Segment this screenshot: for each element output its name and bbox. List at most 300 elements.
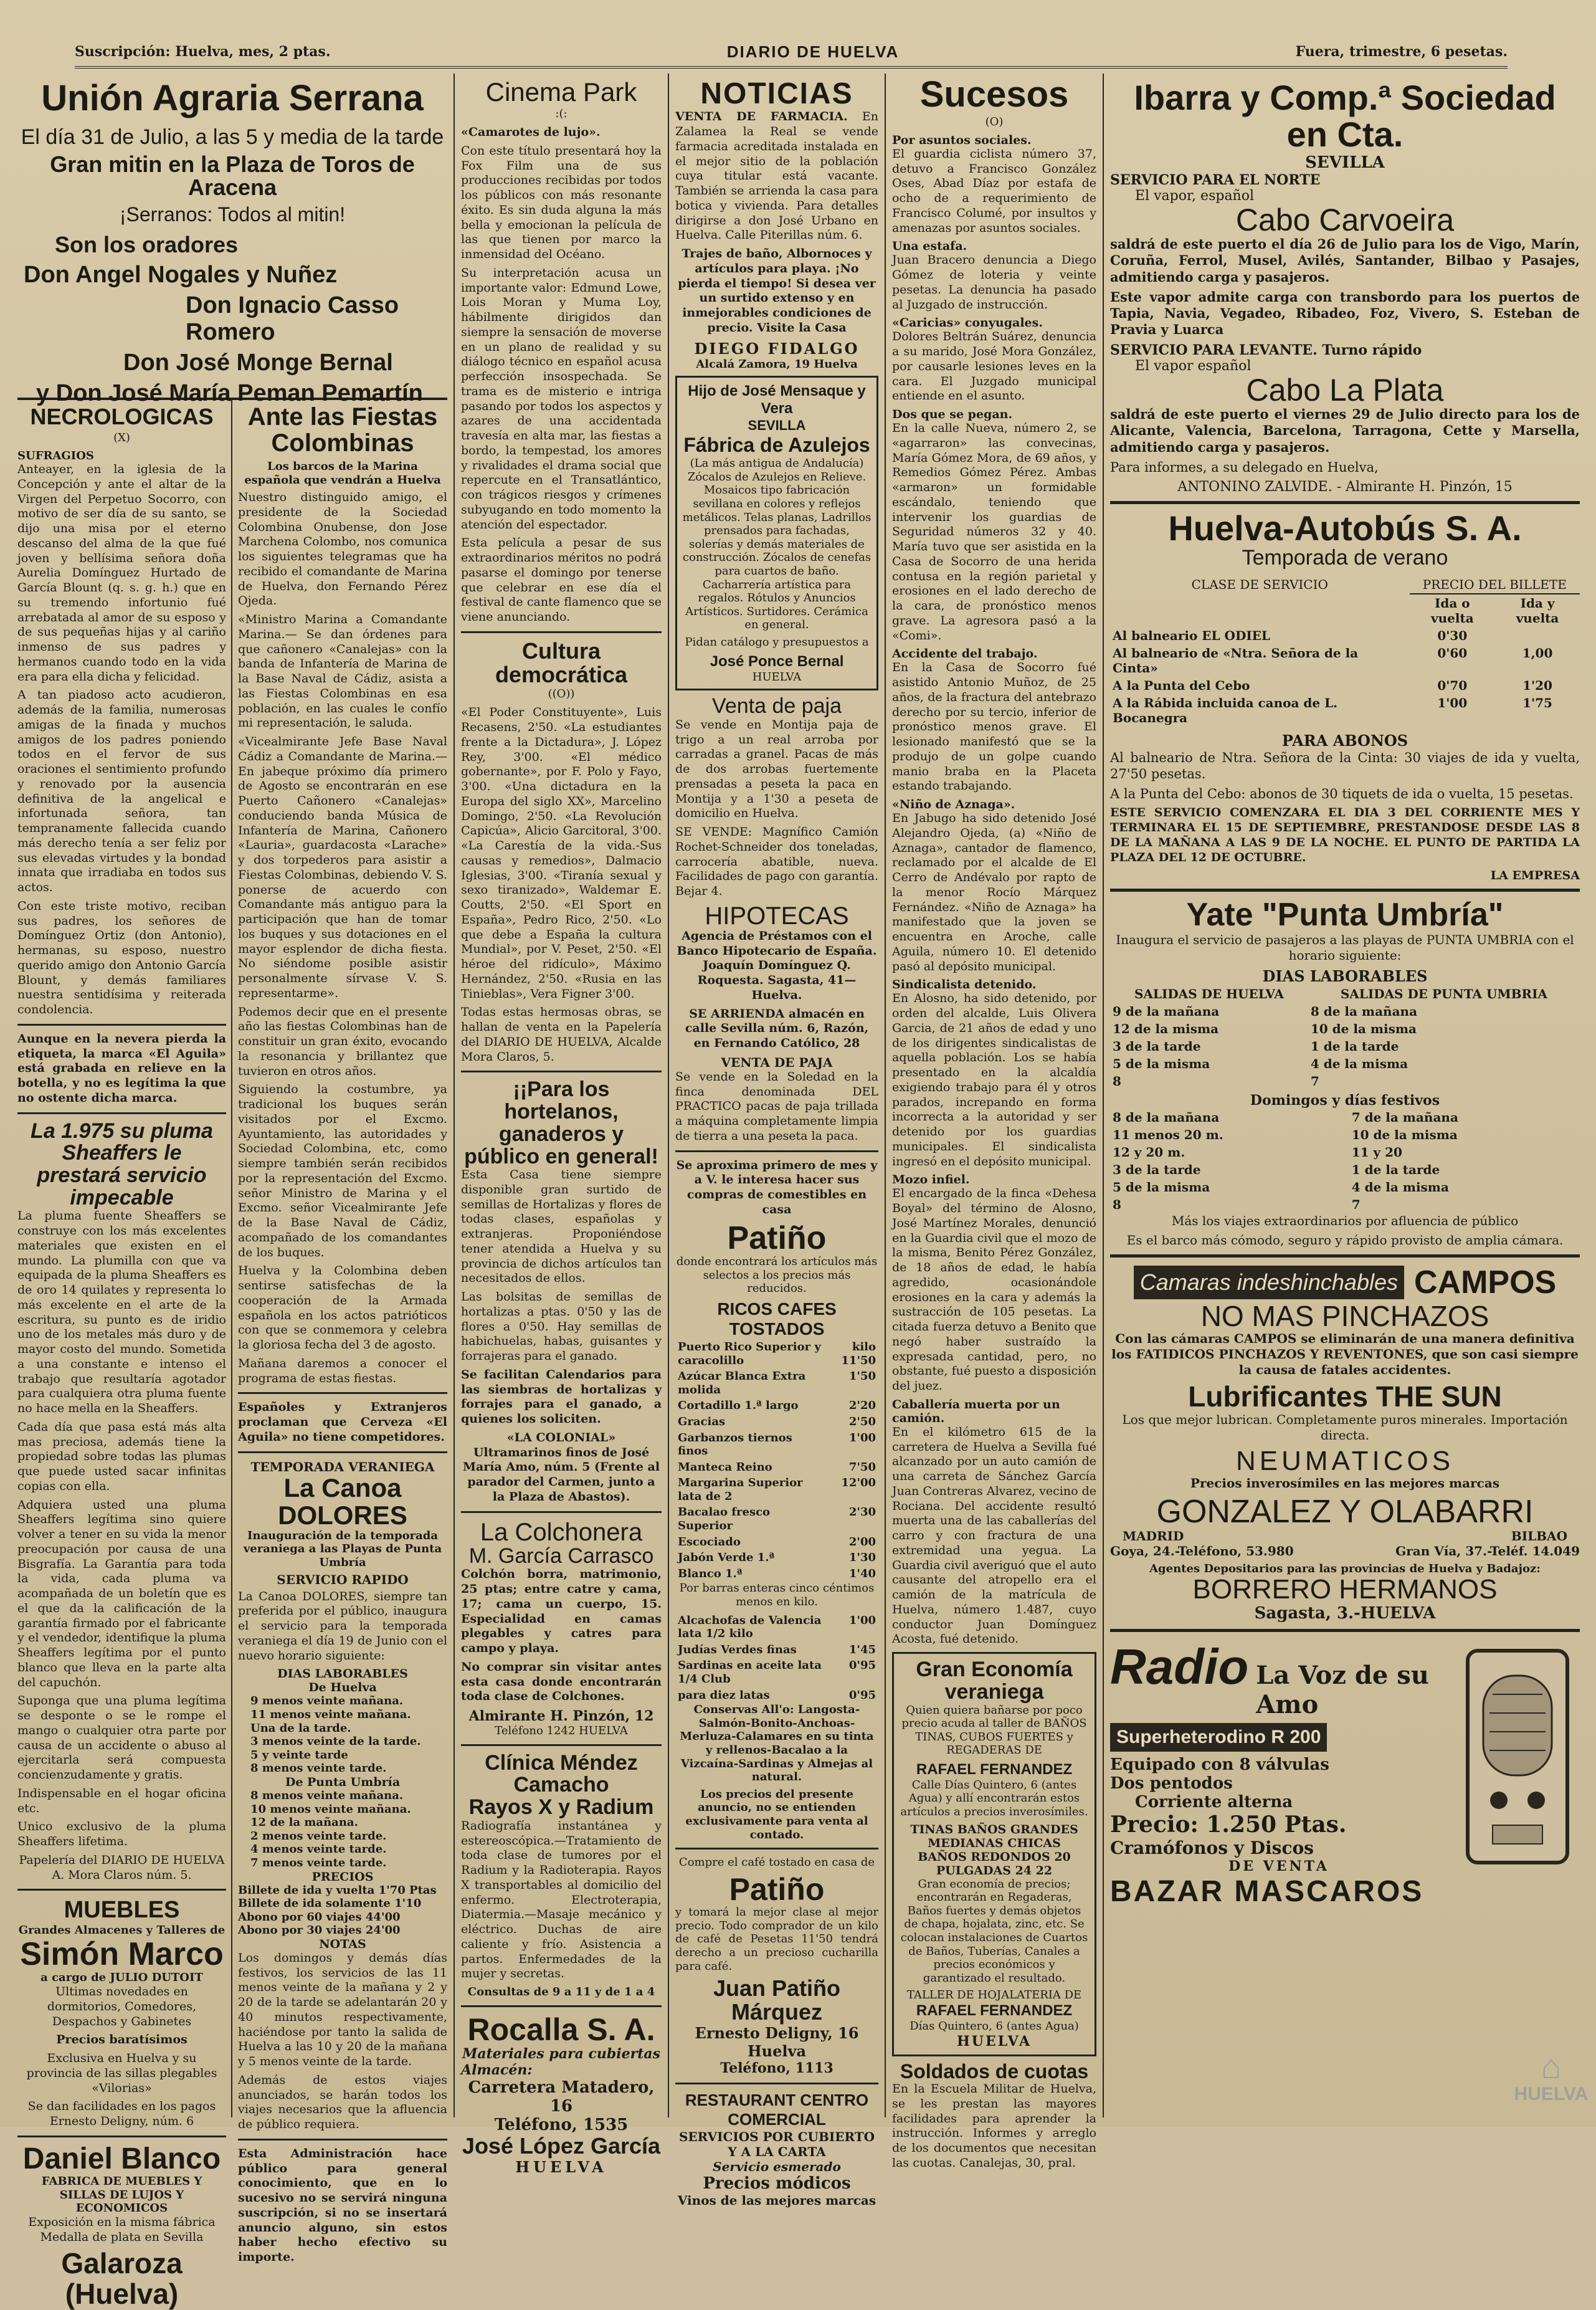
necro-paragraph: A tan piadoso acto acudieron, además de la familia, numerosas amigas de la finada y muchos amigos de los padres poniendo todos en el fervor de sus oraciones el sentimiento profundo y renovado por la ausencia definitiva de la angelical e infortunada señora, tan tempranamente fallecida cuando más derecho tenía a ser feliz por sus elevadas virtudes y la bondad innata que irradiaba en todos sus actos.	[17, 688, 226, 894]
yate-title: Yate "Punta Umbría"	[1186, 897, 1504, 933]
restaurant-title: RESTAURANT CENTRO COMERCIAL	[685, 2090, 869, 2129]
fidalgo-name: DIEGO FIDALGO	[694, 339, 860, 358]
horario-row: 11 menos veinte mañana.	[250, 1708, 411, 1721]
ponce-city: HUELVA	[752, 670, 802, 684]
cafe-price-row-cell: 1'30	[848, 1551, 876, 1565]
rocalla-sub: Materiales para cubiertas	[462, 2046, 661, 2063]
yate-paragraph: Es el barco más cómodo, seguro y rápido provisto de amplia cámara.	[1126, 1232, 1564, 1248]
cafe-price-row-cell: 12'00	[841, 1476, 876, 1490]
empresa-signature: LA EMPRESA	[1490, 869, 1580, 883]
cinema-paragraph: Su interpretación acusa un importante valor: Edmund Lowe, Lois Moran y Muma Loy, hábilmente dirigidos dan siempre la sensación de moverse en un plano de realidad y su diálogo técnico en español acusa perfección insospechada. Se trama es de misterio e intriga pasando por todos los aspectos y azares de una accidentada travesía en alta mar, las fiestas a bordo, la tempestad, los amores y rivalidades el drama social que repercute en el Transatlántico, con trágicos riesgos y crímenes subyugando en todo momento la atención del espectador.	[461, 265, 662, 532]
agentes-line: Agentes Depositarios para las provincias de Huelva y Badajoz:	[1149, 1562, 1541, 1576]
cultura-paragraph: Todas estas hermosas obras, se hallan de venta en la Papelería del DIARIO DE HUELVA, Alcalde Mora Claros, 5.	[461, 1005, 662, 1064]
norte-paragraph: Este vapor admite carga con transbordo para los puertos de Tapia, Navia, Vegadeo, Ribadeo, Foz, Vivero, S. Esteban de Pravia y Luarca	[1110, 289, 1580, 338]
radio-price: Precio: 1.250 Ptas.	[1110, 1811, 1347, 1838]
cafe-price-row	[675, 1368, 878, 1398]
colchonera-title: La Colchonera	[480, 1518, 643, 1546]
fiestas-paragraph: Nuestro distinguido amigo, el presidente de la Sociedad Colombina Onubense, don Jose Marchena Colombo, nos comunica los siguientes telegramas que ha recibido el comandante de Marina de Huelva, don Fernando Pérez Ojeda.	[238, 490, 447, 608]
de-punta: De Punta Umbría	[285, 1775, 401, 1789]
autobus-row	[1110, 677, 1580, 694]
yate-row-cell: 10 de la misma	[1310, 1021, 1417, 1036]
column-3	[456, 74, 667, 2176]
cafe-price-row-cell: Cortadillo 1.ª largo	[678, 1399, 799, 1413]
cafe-price-row-cell: Blanco 1.ª	[678, 1567, 743, 1580]
suceso-heading: Por asuntos sociales.	[892, 133, 1032, 147]
conserva-price-row	[675, 1613, 878, 1642]
conserva-price-row-cell: para diez latas	[678, 1688, 770, 1702]
cafe-price-row-cell: 1'40	[848, 1567, 876, 1580]
clinica-sub: Rayos X y Radium	[468, 1795, 654, 1820]
camaras-label: Camaras indeshinchables	[1134, 1266, 1404, 1299]
notas-paragraph: Además de estos viajes anunciados, se harán todos los viajes necesarios que la afluencia de público requiera.	[238, 2073, 447, 2132]
ornament: :(:	[555, 107, 568, 121]
suceso-paragraph: Dolores Beltrán Suárez, denuncia a su marido, José Mora González, por causarle lesiones leves en la cara. El Juzgado municipal entiende en el asunto.	[892, 330, 1096, 403]
mensaque-city: SEVILLA	[748, 418, 806, 434]
taller-address: Días Quintero, 6 (antes Agua)	[910, 2020, 1079, 2033]
horario-row: 8 menos veinte tarde.	[250, 1762, 387, 1775]
horti-title: ¡¡Para los hortelanos, ganaderos y público en general!	[464, 1077, 658, 1168]
autobus-row-cell	[1495, 627, 1580, 644]
gonzalez-cities	[1110, 1529, 1580, 1544]
madrid-label: MADRID	[1123, 1529, 1184, 1544]
trajes-ad: Trajes de baño, Albornoces y artículos para playa. ¡No pierda el tiempo! Si desea ver un surtido extenso y en inmejorables condiciones de precio. Visite la Casa	[678, 247, 876, 335]
lubrificantes-title: Lubrificantes THE SUN	[1188, 1380, 1502, 1413]
fiestas-paragraph: «Vicealmirante Jefe Base Naval Cádiz a Comandante de Marina.— En jabeque próximo día primero de Agosto se encontrarán en ese Puerto Cañonero «Canalejas» conduciendo banda Música de Infantería de Marina, Cañonero «Lauria», guardacosta «Larache» y dos torpederos para asistir a Fiestas Colombinas, debiendo V. S. ponerse de acuerdo con Comandante más antiguo para la participación que han de tomar los buques y sus dotaciones en el mayor esplendor de dicha fiesta. No siéndome posible asistir personalmente sírvase V. S. representarme».	[238, 735, 447, 1000]
yate-row-cell: 3 de la tarde	[1113, 1162, 1201, 1177]
autobus-row-cell: A la Punta del Cebo	[1113, 677, 1250, 693]
cinema-title: Cinema Park	[485, 77, 637, 107]
autobus-row-cell: 1,00	[1522, 645, 1553, 661]
yate-row	[1110, 1143, 1580, 1161]
cafe-price-row	[675, 1414, 878, 1430]
yate-row-cell: 3 de la tarde	[1113, 1038, 1201, 1054]
patino2-title: Patiño	[729, 1871, 825, 1907]
suceso-paragraph: En Alosno, ha sido detenido, por orden del alcalde, Luis Olivera Garcia, de 21 años de edad y uno de los dirigentes sindicalistas de aquella población. Los se había presentado en la alcaldía exigiendo trabajo para él y otros parados, increpando en forma incorrecta a la autoridad y ser detenido por los guardias municipales. El sindicalista ingresó en el depósito municipal.	[892, 991, 1096, 1168]
salidas-huelva-header: SALIDAS DE HUELVA	[1134, 986, 1284, 1001]
precio-billete-header: PRECIO DEL BILLETE	[1410, 576, 1580, 594]
hipotecas-paragraph: Agencia de Préstamos con el Banco Hipotecario de España. Joaquín Domínguez Q. Roquesta. Sagasta, 41—Huelva.	[677, 928, 877, 1002]
radio-title: Radio	[1110, 1639, 1249, 1695]
notas-heading: NOTAS	[319, 1937, 366, 1951]
farmacia-paragraph: En Zalamea la Real se vende farmacia acreditada instalada en el mejor sitio de la población cuya titular está vacante. También se arrienda la casa para botica y vivienda. Para detalles dirigirse a don José Urbano en Huelva. Calle Piterillas núm. 6.	[675, 110, 879, 242]
taller-heading: TALLER DE HOJALATERIA DE	[906, 1988, 1082, 2002]
autobus-row-cell: 1'75	[1522, 695, 1552, 710]
suceso-paragraph: En el kilómetro 615 de la carretera de Huelva a Sevilla fué alcanzado por un auto camión de una carreta de Sánchez García Juan Contreras Alvarez, vecino de Rociana. Del accidente resultó muerta una de las caballerías del carro y con fractura de una extremidad una yegua. La Guardia civil averiguó que el auto causante del atropello era el camión de la matrícula de Huelva, número 1.487, cuyo conductor Juan Domínguez Acosta, fué detenido.	[892, 1425, 1096, 1646]
pinchazos-line: NO MAS PINCHAZOS	[1200, 1299, 1489, 1332]
economia-paragraph: Calle Días Quintero, 6 (antes Agua) y allí encontrarán estos artículos a precios inverosímiles.	[900, 1778, 1088, 1819]
archive-logo-text: HUELVA	[1514, 2084, 1589, 2104]
yate-row	[1110, 1003, 1580, 1020]
levante-heading: SERVICIO PARA LEVANTE. Turno rápido	[1110, 341, 1422, 358]
ponce-name: José Ponce Bernal	[710, 652, 844, 670]
salidas-punta-header: SALIDAS DE PUNTA UMBRIA	[1340, 986, 1548, 1001]
muebles-paragraph: Ultimas novedades en dormitorios, Comedores, Despachos y Gabinetes	[47, 1985, 197, 2028]
yate-row-cell: 7 de la mañana	[1351, 1109, 1458, 1125]
venta-paja-heading: VENTA DE PAJA	[721, 1054, 833, 1070]
madrid-address: Goya, 24.-Teléfono, 53.980	[1110, 1544, 1294, 1559]
union-date: El día 31 de Julio, a las 5 y media de la tarde	[21, 125, 444, 149]
conservas-note: Los precios del presente anuncio, no se entienden exclusivamente para venta al contado.	[685, 1787, 868, 1841]
cafe-price-row-cell: Margarina Superior lata de 2	[678, 1476, 803, 1503]
yate-row-cell: 12 de la misma	[1113, 1021, 1219, 1036]
cinema-paragraph: «Camarotes de lujo».	[461, 125, 601, 140]
cafe-price-row	[675, 1339, 878, 1368]
de-venta: DE VENTA	[1228, 1858, 1329, 1875]
gonzalez-olabarri: GONZALEZ Y OLABARRI	[1156, 1493, 1534, 1530]
restaurant-line: Precios módicos	[703, 2174, 851, 2193]
muebles-sub: Grandes Almacenes y Talleres de	[18, 1924, 226, 1937]
conserva-price-row	[675, 1658, 878, 1687]
cafe-price-row-cell: 2'20	[848, 1399, 876, 1413]
admin-notice: Esta Administración hace público para general conocimiento, que en lo sucesivo no se servirá ninguna suscripción, si no se insertará anuncio alguno, sin estos haber hecho efectivo su importe.	[238, 2146, 447, 2265]
suceso-heading: Caballería muerta por un camión.	[892, 1397, 1060, 1425]
ornament: (X)	[113, 431, 130, 444]
farmacia-heading: VENTA DE FARMACIA.	[675, 110, 848, 124]
cafe-price-row-cell: Bacalao fresco Superior	[678, 1506, 771, 1533]
suceso-heading: Sindicalista detenido.	[892, 978, 1037, 992]
sufragios-heading: SUFRAGIOS	[17, 449, 94, 462]
hipotecas-title: HIPOTECAS	[705, 902, 849, 930]
yate-row-cell: 8	[1113, 1196, 1121, 1212]
superheterodino: Superheterodino R 200	[1110, 1723, 1327, 1752]
daniel-paragraph: Exposición en la misma fábrica Medalla de plata en Sevilla	[28, 2215, 216, 2244]
yate-table	[1110, 985, 1580, 1090]
suceso-heading: Accidente del trabajo.	[892, 647, 1038, 661]
suceso-heading: Dos que se pegan.	[892, 408, 1013, 422]
conserva-price-row-cell: Judías Verdes finas	[678, 1643, 797, 1656]
conservas-paragraph: Conservas All'o: Langosta-Salmón-Bonito-Anchoas-Merluza-Calamares en su tinta y rellenos-Bacalao a la Vizcaína-Sardinas y Almejas al natural.	[680, 1703, 874, 1784]
azulejos-sub: (La más antigua de Andalucía)	[690, 457, 864, 470]
zalvide-line: ANTONINO ZALVIDE. - Almirante H. Pinzón, 15	[1177, 479, 1513, 495]
precios-heading: PRECIOS	[311, 1869, 374, 1884]
radio-line: Dos pentodos	[1110, 1774, 1233, 1793]
yate-row-cell: 8 de la mañana	[1113, 1109, 1220, 1125]
cafe-price-row-cell: Gracias	[678, 1415, 726, 1428]
suceso-paragraph: El guardia ciclista número 37, detuvo a Francisco González Oses, Abad Díaz por estafa de ocho de a requerimiento de Francisco Columé, por insultos y amenazas por asuntos sociales.	[892, 146, 1096, 235]
clinica-hours: Consultas de 9 a 11 y de 1 a 4	[467, 1985, 655, 1999]
horario-row: 7 menos veinte tarde.	[250, 1856, 387, 1869]
simon-sub: a cargo de JULIO DUTOIT	[40, 1971, 203, 1985]
conserva-price-row-cell: Alcachofas de Valencia lata 1/2 kilo	[678, 1613, 822, 1641]
rocalla-city: HUELVA	[515, 2157, 607, 2176]
daniel-blanco: Daniel Blanco	[22, 2142, 221, 2175]
soldados-paragraph: En la Escuela Militar de Huelva, se les prestan las mayores facilidades para aprender la instrucción. Informes y arreglo de los documentos que necesitan las cuotas. Canalejas, 30, pral.	[892, 2082, 1096, 2170]
cafes-title: RICOS CAFES TOSTADOS	[717, 1299, 837, 1339]
autobus-row-cell: 0'30	[1437, 628, 1468, 643]
suceso-paragraph: En Jabugo ha sido detenido José Alejandro Ojeda, (a) «Niño de Aznaga», cantador de flamenco, reclamado por el alcalde de El Cerro de Andévalo por rapto de la menor Rocío Márquez Fernández. «Niño de Aznaga» ha manifestado que la joven se encuentra en Aroche, calle Aguila, número 10. El detenido pasó al depósito municipal.	[892, 811, 1096, 973]
taller-city: HUELVA	[956, 2033, 1032, 2050]
radio-cabinet-icon	[1455, 1638, 1580, 1875]
norte-paragraph: saldrá de este puerto el día 26 de Julio para los de Vigo, Marín, Coruña, Ferrol, Musel, Avilés, Santander, Bilbao y Pasajes, admitiendo carga y pasajeros.	[1110, 236, 1580, 285]
jpm-address: Ernesto Deligny, 16 Huelva	[695, 2023, 859, 2060]
abonos-heading: PARA ABONOS	[1281, 731, 1408, 750]
rocalla-title: Rocalla S. A.	[467, 2012, 655, 2047]
abonos-paragraph: ESTE SERVICIO COMENZARA EL DIA 3 DEL CORRIENTE MES Y TERMINARA EL 15 DE SEPTIEMBRE, PRESTANDOSE DESDE LAS 8 DE LA MAÑANA A LAS 9 DE LA NOCHE. EL PUNTO DE PARTIDA LA PLAZA DEL 12 DE OCTUBRE.	[1110, 806, 1580, 864]
galaroza: Galaroza (Huelva)	[61, 2247, 183, 2310]
necrologicas-title: NECROLOGICAS	[30, 404, 214, 429]
canoa-title: La Canoa DOLORES	[278, 1472, 407, 1530]
aguila-ad: Españoles y Extranjeros proclaman que Cerveza «El Aguila» no tiene competidores.	[238, 1400, 447, 1444]
yate-row-cell: 5 de la misma	[1113, 1056, 1210, 1071]
cafe-price-row-cell: Jabón Verde 1.ª	[678, 1551, 775, 1565]
mensaque-ad	[675, 376, 878, 690]
autobus-table	[1110, 576, 1580, 727]
levante-paragraph: Para informes, a su delegado en Huelva,	[1110, 459, 1379, 475]
rafael-name: RAFAEL FERNANDEZ	[916, 2002, 1073, 2020]
sheaffer-paragraph: Indispensable en el hogar oficina etc.	[17, 1786, 226, 1815]
venta-paja-paragraph: Se vende en la Soledad en la finca denominada DEL PRACTICO pacas de paja trillada a máquina completamente limpia de tierra a una peseta la paca.	[675, 1069, 878, 1143]
restaurant-line: Servicio esmerado	[713, 2159, 841, 2174]
cafe-price-row	[675, 1534, 878, 1550]
mensaque-title: Hijo de José Mensaque y Vera	[688, 383, 866, 418]
speaker: Don Angel Nogales y Nuñez	[24, 261, 338, 288]
fiestas-paragraph: Siguiendo la costumbre, ya tradicional los buques serán visitados por el Excmo. Ayuntamiento, las autoridades y Sociedad Colombina, etc, como siempre también serán recibidos por la representación del Excmo. señor Ministro de Marina y el Excmo. señor Vicealmirante Jefe de la Base Naval de Cádiz, acompañado de los comandantes de los buques.	[238, 1082, 447, 1259]
union-event: Gran mitin en la Plaza de Toros de Aracena	[50, 151, 415, 201]
yate-row	[1110, 1161, 1580, 1178]
abonos-paragraph: A la Punta del Cebo: abonos de 30 tiquets de ida o vuelta, 15 pesetas.	[1110, 786, 1574, 802]
speaker: Don Ignacio Casso Romero	[186, 292, 399, 345]
necro-paragraph: Anteayer, en la iglesia de la Concepción y ante el altar de la Virgen del Perpetuo Socorro, con motivo de ser día de su santo, se dijo una misa por el eterno descanso del alma de la que fué joven y bellísima señora doña Aurelia Domínguez Hurtado de García Blount (q. s. g. h.) que en su tremendo infortunio fué arrebatada al amor de su esposo y de sus pequeñas hijas y al cariño inmenso de sus padres y hermanos cuando todo en la vida era para ella dicha y felicidad.	[17, 462, 226, 684]
yate-row-cell: 7	[1310, 1073, 1319, 1089]
colchonera-phone: Teléfono 1242 HUELVA	[495, 1724, 628, 1738]
cafe-price-row-cell: Puerto Rico Superior y caracolillo	[678, 1340, 821, 1367]
yate-laborables: DIAS LABORABLES	[1262, 966, 1428, 985]
autobus-sub: Temporada de verano	[1242, 545, 1448, 570]
horti-paragraph: Se facilitan Calendarios para las siembras de hortalizas y forrajes para el ganado, a quienes los soliciten.	[461, 1367, 662, 1426]
precio-row: Billete de ida solamente 1'10	[238, 1897, 422, 1911]
levante-paragraph: saldrá de este puerto el viernes 29 de Julio directo para los de Alicante, Valencia, Barcelona, Tarragona, Cette y Marsella, admitiendo carga y pasajeros.	[1110, 406, 1580, 455]
yate-row	[1110, 1196, 1580, 1213]
conserva-price-row	[675, 1687, 878, 1704]
carvoeira-name: Cabo Carvoeira	[1235, 202, 1455, 237]
autobus-row-cell: 1'20	[1522, 677, 1552, 693]
neumaticos-title: NEUMATICOS	[1235, 1445, 1455, 1476]
necro-paragraph: Con este triste motivo, reciban sus padres, los señores de Domínguez Ortiz (don Antonio), hermanas, su esposo, nuestro querido amigo don Antonio García Blount, y demás familiares nuestra sentidísima y reiterada condolencia.	[17, 899, 226, 1016]
cafe-price-row	[675, 1504, 878, 1534]
restaurant-line: Vinos de las mejores marcas	[677, 2192, 876, 2208]
column-1	[12, 74, 452, 2310]
column-4	[670, 74, 883, 2208]
conserva-price-row-cell: 0'95	[848, 1688, 876, 1702]
ida-o-vuelta-header: Ida o vuelta	[1430, 595, 1474, 626]
neumaticos-paragraph: Precios inverosímiles en las mejores marcas	[1190, 1475, 1500, 1491]
tinas-line: BAÑOS REDONDOS 20 PULGADAS 24 22	[918, 1849, 1071, 1878]
subcolumn-1b	[238, 398, 447, 2265]
yate-row	[1110, 1109, 1580, 1126]
subcolumn-1a	[17, 398, 232, 2310]
subscription-outside: Fuera, trimestre, 6 pesetas.	[1295, 44, 1508, 60]
fiestas-paragraph: Podemos decir que en el presente año las fiestas Colombinas han de constituir un gran éxito, evocando la resonancia y brillantez que tuvieron en otros años.	[238, 1005, 447, 1078]
autobus-row	[1110, 627, 1580, 644]
yate-paragraph: Inaugura el servicio de pasajeros a las playas de PUNTA UMBRIA con el horario siguiente:	[1116, 932, 1574, 963]
suceso-paragraph: En la Casa de Socorro fué asistido Antonio Muñoz, de 25 años, de la fractura del antebrazo derecho por su tercio, inferior de pronóstico menos grave. El lesionado manifestó que se la produjo de un golpe cuando manio braba en la Placeta estando trabajando.	[892, 661, 1096, 793]
cafe-price-row	[675, 1459, 878, 1476]
cafe-price-row-cell: Escociado	[678, 1535, 741, 1549]
sheaffer-paragraph: La pluma fuente Sheaffers se construye con los más excelentes materiales que existen en el mundo. La plumilla con que va equipada de la pluma Sheaffers es de oro 14 quilates y representa lo más excelente en el arte de la escritura, su punto es de iridio uno de los metales más duro y de mayor costo del mundo. Sometida a una constante e intenso el trabajo que resultaría agotador para cualquiera otra pluma fuente no hace mella en la Sheaffers.	[17, 1209, 226, 1415]
speaker: y Don José María Peman Pemartín	[36, 379, 423, 406]
column-6	[1105, 74, 1585, 2117]
horario-row: 8 menos veinte mañana.	[250, 1788, 404, 1802]
noticias-title: NOTICIAS	[700, 77, 853, 110]
yate-row	[1110, 1020, 1580, 1038]
yate-row	[1110, 1178, 1580, 1196]
yate-row	[1110, 1055, 1580, 1072]
azulejos-paragraph: Pidan catálogo y presupuestos a	[685, 635, 869, 649]
cafe-price-row-cell: 2'50	[848, 1415, 876, 1428]
yate-row-cell: 4 de la misma	[1351, 1179, 1449, 1195]
autobus-row-cell: 1'00	[1437, 695, 1468, 710]
yate-row	[1110, 1126, 1580, 1143]
fiestas-paragraph: Huelva y la Colombina deben sentirse satisfechas de la cooperación de la Armada española en los actos patrióticos con que se conmemora y celebra la gloriosa fecha del 3 de agosto.	[238, 1264, 447, 1352]
paja-title: Venta de paja	[712, 694, 842, 718]
sheaffer-paragraph: Suponga que una pluma legítima se desponte o se le rompe el mango o cualquier otra parte por causa de un accidente o abuso al ejercitarla será compuesta concienzudamente y gratis.	[17, 1694, 226, 1782]
soldados-title: Soldados de cuotas	[900, 2059, 1089, 2083]
cafe-price-row-cell: kilo 11'50	[841, 1340, 876, 1367]
rafael-name: RAFAEL FERNANDEZ	[916, 1760, 1073, 1778]
rocalla-almacen: Almacén:	[461, 2062, 533, 2079]
restaurant-line: SERVICIOS POR CUBIERTO Y A LA CARTA	[678, 2129, 875, 2159]
cafe-price-row-cell: 2'30	[848, 1506, 876, 1519]
patino2-paragraph: y tomará la mejor clase al mejor precio. Todo comprador de un kilo de café de Pesetas 11'50 tendrá derecho a un precioso cucharilla para café.	[675, 1906, 878, 1973]
cinema-paragraph: Esta película a pesar de sus extraordinarios méritos no podrá pasarse el domingo por tenerse que celebrar en ese día el festival de cante flamenco que se viene anunciando.	[461, 536, 662, 624]
suceso-heading: «Niño de Aznaga».	[892, 798, 1015, 812]
yate-row	[1110, 1038, 1580, 1055]
precio-row: Abono por 60 viajes 44'00	[238, 1910, 401, 1924]
fiestas-paragraph: «Ministro Marina a Comandante Marina.— Se dan órdenes para que cañonero «Canalejas» con la banda de Infantería de Marina de la Base Naval de Cádiz, asista a las Fiestas Colombinas en esa población, en las cuales le confío mi representación, le saluda.	[238, 613, 447, 730]
yate-row-cell: 8	[1113, 1073, 1121, 1089]
column-5	[887, 74, 1101, 2170]
camion-ad: SE VENDE: Magnífico Camión Rochet-Schneider dos toneladas, carrocería abatible, nueva. Facilidades de pago con garantía. Bejar 4.	[675, 825, 878, 899]
ornament: (O)	[985, 115, 1004, 128]
de-huelva: De Huelva	[308, 1681, 377, 1695]
horario-row: 4 menos veinte tarde.	[250, 1843, 387, 1856]
colchonera-name: M. García Carrasco	[468, 1544, 654, 1568]
yate-row-cell: 4 de la misma	[1310, 1056, 1408, 1071]
horti-paragraph: Esta Casa tiene siempre disponible gran surtido de semillas de Hortalizas y flores de todas clases, españolas y extranjeras. Proponiéndose tener atendida a Huelva y su provincia de dichos artículos tan necesitados de ellos.	[461, 1168, 662, 1286]
tinas-line: TINAS BAÑOS GRANDES MEDIANAS CHICAS	[910, 1822, 1078, 1850]
gonzalez-addresses	[1110, 1544, 1580, 1558]
daniel-sub: FABRICA DE MUEBLES Y SILLAS DE LUJOS Y ECONOMICOS	[41, 2175, 202, 2215]
cafe-price-row	[675, 1430, 878, 1459]
precio-row: Abono por 30 viajes 24'00	[238, 1924, 401, 1937]
horario-row: Una de la tarde.	[250, 1721, 351, 1735]
bazar-mascaros: BAZAR MASCAROS	[1110, 1875, 1424, 1909]
cultura-title: Cultura democrática	[495, 637, 628, 687]
yate-row-cell: 1 de la tarde	[1351, 1162, 1440, 1177]
cafe-price-row	[675, 1475, 878, 1504]
autobus-row-cell: 0'60	[1437, 645, 1468, 661]
horario-row: 9 menos veinte mañana.	[250, 1694, 404, 1708]
ibarra-title: Ibarra y Comp.ª Sociedad en Cta.	[1134, 78, 1556, 154]
fiestas-paragraph: Mañana daremos a conocer el programa de estas fiestas.	[238, 1356, 447, 1385]
cultura-paragraph: «El Poder Constituyente», Luis Recasens, 2'50. «La estudiantes frente a la Dictadura», J. López Rey, 3'00. «El médico gobernante», por F. Polo y Fayo, 3'00. «Una dictadura en la Europa del siglo XX», Marcelino Domingo, 2'50. «La Revolución Capicúa», Alicio Garcitoral, 3'00. «La Carestía de la vida.-Sus causas y remedios», Dalmacio Iglesias, 3'00. «Tiranía sexual y sexo tiranizado», Waldemar E. Coutts, 2'50. «El Sport en España», Pedro Rico, 2'50. «Lo que debe a España la cultura Mundial», por V. Peset, 2'50. «El héroe del ridículo», Máximo Hernández, 2'50. «Rusia en las Tinieblas», Vera Figner 3'00.	[461, 705, 662, 1001]
colchonera-paragraph: Colchón borra, matrimonio, 25 ptas; entre catre y cama, 17; cama un cuerpo, 15. Especialidad en camas plegables y catres para campo y playa.	[461, 1567, 662, 1656]
yate-festivos: Domingos y días festivos	[1250, 1092, 1440, 1109]
union-call: ¡Serranos: Todos al mitin!	[119, 203, 346, 226]
autobus-title: Huelva-Autobús S. A.	[1168, 508, 1522, 548]
clinica-title: Clínica Méndez Camacho	[485, 1750, 638, 1797]
precio-row: Billete de ida y vuelta 1'70 Ptas	[238, 1883, 437, 1897]
cinema-paragraph: Con este título presentará hoy la Fox Film una de sus producciones recibidas por todos los públicos con más resonante éxito. Es sin duda alguna la más bella y emocionan la película de las que tienen por marco la inmensidad del Océano.	[461, 143, 662, 262]
autobus-row-cell: Al balneario de «Ntra. Señora de la Cinta»	[1113, 645, 1359, 675]
radio-ad	[1110, 1638, 1580, 1909]
plata-name: Cabo La Plata	[1246, 372, 1444, 408]
suceso-heading: Mozo infiel.	[892, 1173, 970, 1187]
cramofonos: Cramófonos y Discos	[1110, 1838, 1314, 1859]
canoa-paragraph: La Canoa DOLORES, siempre tan preferida por el público, inaugura el servicio para la temporada veraniega el día 19 de Junio con el nuevo horario siguiente:	[238, 1589, 447, 1663]
suceso-paragraph: El encargado de la finca «Dehesa Boyal» del término de Alosno, José Martínez Morales, denunció en la Guardia civil que el mozo de la misma, Benito Pérez González, de 18 años de edad, le había agredido, ocasionándole erosiones en la cara y además la sustracción de 105 pesetas. La citada fuerza detuvo a Benito que negó haber sustraído la expresada cantidad, pero, no obstante, fué puesto a disposición del juez.	[892, 1186, 1096, 1393]
rocalla-name: José López García	[462, 2133, 661, 2159]
autobus-row-cell: Al balneario EL ODIEL	[1113, 628, 1270, 643]
cafe-price-row-cell: 7'50	[848, 1460, 876, 1474]
sheaffer-title: La 1.975 su pluma Sheaffers le prestará servicio impecable	[31, 1119, 213, 1210]
column-rule	[885, 74, 886, 2117]
sheaffer-paragraph: Papelería del DIARIO DE HUELVA A. Mora Claros núm. 5.	[19, 1853, 225, 1882]
yate-row-cell: 10 de la misma	[1351, 1127, 1458, 1142]
subscription-local: Suscripción: Huelva, mes, 2 ptas.	[75, 44, 331, 60]
yate-row-cell: 7	[1351, 1196, 1361, 1212]
campos-brand: CAMPOS	[1413, 1264, 1557, 1301]
colchonera-paragraph: No comprar sin visitar antes esta casa donde encontrarán toda clase de Colchones.	[461, 1659, 662, 1704]
azulejos-title: Fábrica de Azulejos	[683, 434, 870, 457]
cafe-price-row-cell: 2'00	[848, 1535, 876, 1549]
muebles-paragraph: Se dan facilidades en los pagos Ernesto Deligny, núm. 6	[27, 2099, 216, 2129]
borrero-address: Sagasta, 3.-HUELVA	[1254, 1604, 1436, 1623]
yate-row-cell: 9 de la mañana	[1113, 1003, 1220, 1019]
cafe-price-row-cell: 1'50	[848, 1370, 876, 1383]
cafes-price-table-2	[675, 1613, 878, 1704]
horario-row: 3 menos veinte de la tarde.	[250, 1735, 421, 1749]
conserva-price-row-cell: 1'45	[848, 1643, 876, 1656]
cafe-price-row-cell: Garbanzos tiernos finos	[678, 1431, 792, 1458]
aguila-notice: Aunque en la nevera pierda la etiqueta, la marca «El Aguila» está grabada en relieve en la botella, y no es legítima la que no ostente dicha marca.	[17, 1031, 226, 1105]
yate-row-cell: 11 y 20	[1351, 1144, 1402, 1160]
sucesos-title: Sucesos	[919, 74, 1069, 115]
bilbao-address: Gran Vía, 37.-Teléf. 14.049	[1395, 1544, 1580, 1559]
vapor-line: El vapor, español	[1135, 188, 1255, 204]
yate-row	[1110, 1072, 1580, 1090]
fidalgo-address: Alcalá Zamora, 19 Huelva	[696, 357, 858, 371]
muebles-paragraph: Precios baratísimos	[56, 2033, 188, 2047]
ornament: ((O))	[548, 687, 575, 701]
union-speakers-label: Son los oradores	[55, 231, 239, 257]
column-rule	[1103, 74, 1104, 2117]
horario-row: 2 menos veinte tarde.	[250, 1829, 387, 1843]
radio-illustration	[1455, 1638, 1580, 1909]
sheaffer-paragraph: Unico exclusivo de la pluma Sheaffers lifetima.	[17, 1820, 226, 1848]
rocalla-address: Carretera Matadero, 16	[468, 2078, 655, 2116]
union-agraria-ad	[17, 78, 447, 406]
economia-paragraph: Quien quiera bañarse por poco precio acuda al taller de BAÑOS TINAS, CUBOS FUERTES y REGADERAS DE	[901, 1703, 1087, 1757]
arrienda-ad: SE ARRIENDA almacén en calle Sevilla núm. 6, Razón, en Fernando Católico, 28	[685, 1006, 869, 1051]
suceso-paragraph: En la calle Nueva, número 2, se «agarraron» las convecinas, María Gómez Mora, de 69 años, y Remedios Gómez Pérez. Ambas «armaron» un formidable escándalo, teniendo que intervenir los guardias de Seguridad números 32 y 40. María tuvo que ser asistida en la Casa de Socorro de una herida contusa en la región parietal y erosiones en el lado derecho de la cara, de pronóstico menos grave. La agresora pasó a la «Comi».	[892, 421, 1096, 642]
autobus-row	[1110, 644, 1580, 677]
lubrificantes-paragraph: Los que mejor lubrican. Completamente puros minerales. Importación directa.	[1122, 1411, 1568, 1443]
fiestas-sub: Los barcos de la Marina española que vendrán a Huelva	[244, 460, 441, 487]
abonos-paragraph: Al balneario de Ntra. Señora de la Cinta: 30 viajes de ida y vuelta, 27'50 pesetas.	[1110, 750, 1580, 781]
rocalla-phone: Teléfono, 1535	[494, 2116, 629, 2135]
newspaper-title: DIARIO DE HUELVA	[726, 42, 900, 61]
yate-row-cell: 1 de la tarde	[1310, 1038, 1399, 1054]
simon-marco: Simón Marco	[20, 1935, 224, 1972]
patino-sub: donde encontrará los artículos más selectos a los precios más reducidos.	[676, 1255, 878, 1296]
economia-title: Gran Economía veraniega	[916, 1658, 1073, 1704]
voz-su-amo: La Voz de su Amo	[1256, 1661, 1429, 1720]
vapor-line: El vapor español	[1135, 358, 1252, 374]
column-rule	[454, 74, 455, 2117]
autobus-row-cell: A la Rábida incluida canoa de L. Bocanegra	[1113, 695, 1338, 725]
union-title: Unión Agraria Serrana	[41, 78, 424, 118]
